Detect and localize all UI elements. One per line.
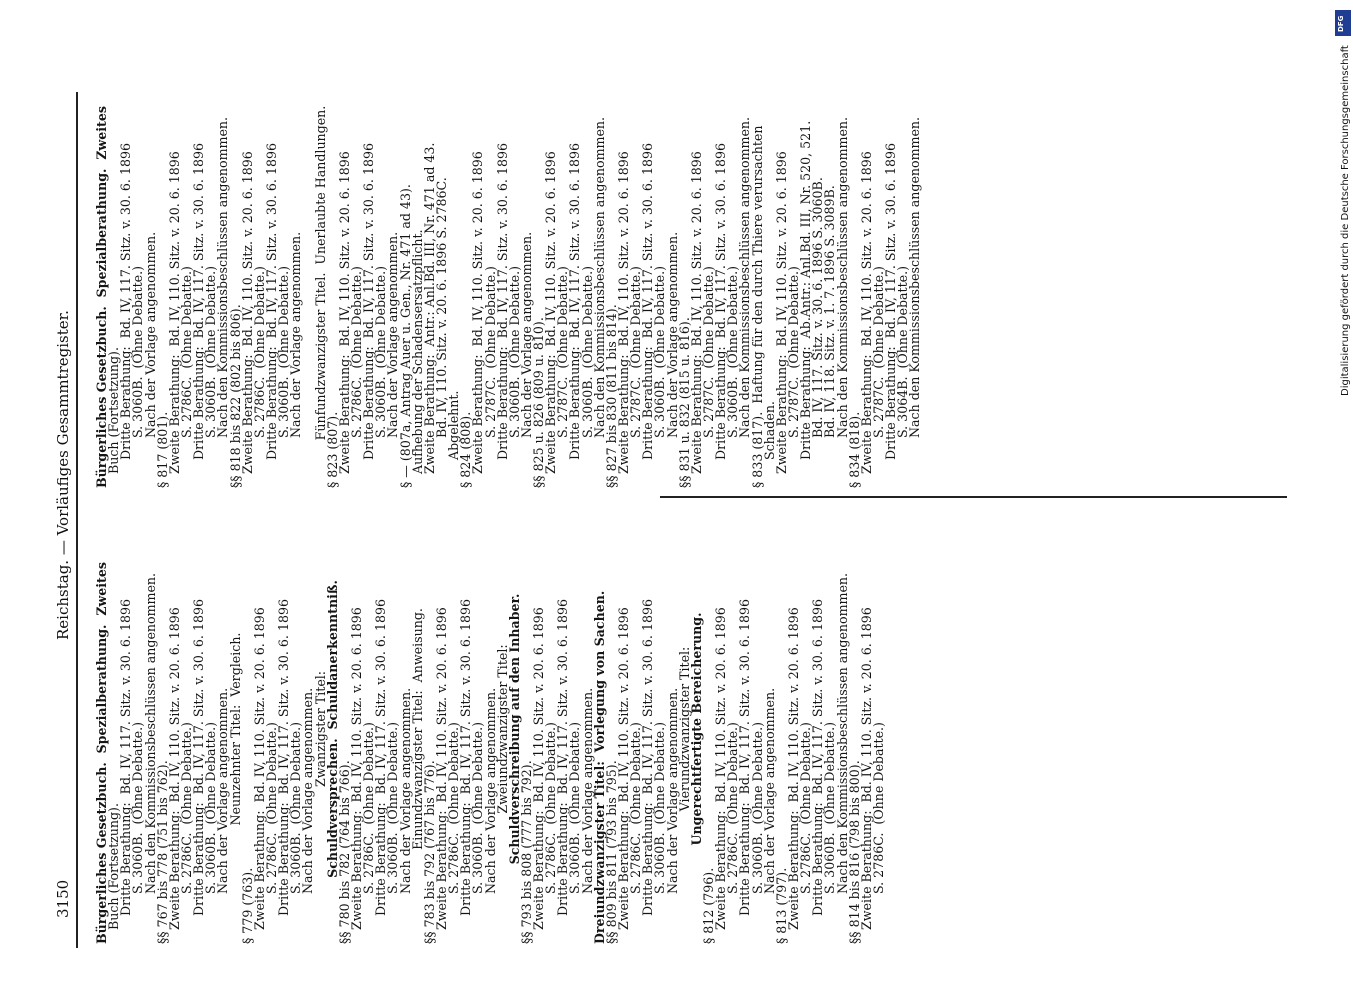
index-line: S. 3060B. (Ohne Debatte.) [749,721,765,894]
index-line: S. 2786C. (Ohne Debatte.) [628,722,644,894]
index-line: Zweite Berathung: Bd. IV, 110. Sitz. v. 20. 6. 1896 [543,151,559,474]
index-line: Dritte Berathung: Bd. IV, 117. Sitz. v. 30. 6. 1896 [555,599,571,916]
index-line: Dritte Berathung: Bd. IV, 117. Sitz. v. 30. 6. 1896 [276,599,292,916]
index-line: Nach der Vorlage angenommen. [664,231,680,438]
index-line: Nach der Vorlage angenommen. [397,687,413,894]
index-line: Einundzwanzigster Titel: Anweisung. [409,608,425,850]
index-line: Zweite Berathung: Bd. IV, 110. Sitz. v. 20. 6. 1896 [616,607,632,930]
index-line: S. 3060B. (Ohne Debatte.) [288,721,304,894]
index-line: Bürgerliches Gesetzbuch. Spezialberathung. Zweites [94,562,109,944]
index-line: Zweite Berathung: Bd. IV, 110. Sitz. v. 20. 6. 1896 [166,607,182,930]
index-line: §§ 825 u. 826 (809 u. 810). [531,317,547,488]
index-line: S. 3060B. (Ohne Debatte.) [373,265,389,438]
index-line: Schuldversprechen. Schuldanerkenntniß. [324,580,340,878]
index-line: §§ 783 bis 792 (767 bis 776). [421,760,437,944]
index-line: S. 3060B. (Ohne Debatte.) [652,721,668,894]
index-line: Nach der Vorlage angenommen. [215,687,231,894]
index-line: Fünfundzwanzigster Titel. Unerlaubte Handlungen. [312,105,328,441]
index-line: S. 3060B. (Ohne Debatte.) [652,265,668,438]
index-line: Zweite Berathung: Bd. IV, 110. Sitz. v. 20. 6. 1896 [713,607,729,930]
index-line: Nach den Kommissionsbeschlüssen angenommen. [215,116,231,438]
index-line: S. 2786C. (Ohne Debatte.) [446,722,462,894]
index-line: S. 3060B. (Ohne Debatte.) [203,721,219,894]
index-line: § 813 (797). [773,867,789,944]
dfg-logo [1335,10,1351,36]
index-line: Dritte Berathung: Bd. IV, 117. Sitz. v. 30. 6. 1896 [373,599,389,916]
index-line: Zweite Berathung: Bd. IV, 110. Sitz. v. 20. 6. 1896 [433,607,449,930]
index-line: Dritte Berathung: Bd. IV, 117. Sitz. v. 30. 6. 1896 [263,143,279,460]
index-line: Aufhebung der Schadensersatzpflicht. [409,229,425,474]
header-rule [76,92,78,948]
index-line: Zweite Berathung: Bd. IV, 110. Sitz. v. 20. 6. 1896 [531,607,547,930]
index-line: S. 3060B. (Ohne Debatte.) [822,721,838,894]
index-line: Dritte Berathung: Bd. IV, 117. Sitz. v. 30. 6. 1896 [713,143,729,460]
index-line: S. 2786C. (Ohne Debatte.) [348,266,364,438]
column-right [96,58,922,488]
index-line: Zweite Berathung: Bd. IV, 110. Sitz. v. 20. 6. 1896 [858,151,874,474]
index-line: §§ 831 u. 832 (815 u. 816). [676,317,692,488]
index-line: Nach den Kommissionsbeschlüssen angenommen. [591,116,607,438]
index-line: S. 3060B. (Ohne Debatte.) [506,265,522,438]
index-line: Bd. IV, 117. Sitz. v. 30. 6. 1896 S. 3060B. [810,177,826,438]
index-line: S. 2786C. (Ohne Debatte.) [178,722,194,894]
index-line: § 812 (796). [701,867,717,944]
index-line: Nach der Vorlage angenommen. [761,687,777,894]
index-line: Zweite Berathung: Bd. IV, 110. Sitz. v. 20. 6. 1896 [786,607,802,930]
index-line: Nach der Vorlage angenommen. [579,687,595,894]
index-line: Nach den Kommissionsbeschlüssen angenommen. [737,116,753,438]
index-line: Nach den Kommissionsbeschlüssen angenommen. [834,572,850,894]
index-line: S. 3064B. (Ohne Debatte.) [895,265,911,438]
index-line: §§ 814 bis 816 (798 bis 800). [846,760,862,944]
index-line: Dreiundzwanzigster Titel: Vorlegung von Sachen. [591,590,607,944]
index-line: §§ 827 bis 830 (811 bis 814). [603,304,619,488]
index-line: S. 3060B. (Ohne Debatte.) [203,265,219,438]
index-line: Dritte Berathung: Bd. IV, 117. Sitz. v. 30. 6. 1896 [458,599,474,916]
index-line: Dritte Berathung: Bd. IV, 117. Sitz. v. 30. 6. 1896 [191,143,207,460]
index-line: S. 2786C. (Ohne Debatte.) [361,722,377,894]
index-line: § 779 (763). [239,867,255,944]
index-line: § — (807a, Antrag Auer u. Gen., Nr. 471 ad 43). [397,184,413,488]
index-line: S. 2786C. (Ohne Debatte.) [725,722,741,894]
index-line: S. 3060B. (Ohne Debatte.) [470,721,486,894]
index-line: S. 2786C. (Ohne Debatte.) [543,722,559,894]
index-line: §§ 767 bis 778 (751 bis 762). [154,760,170,944]
index-line: Buch (Fortsetzung). [106,347,122,474]
index-line: Buch (Fortsetzung). [106,803,122,930]
dfg-logo-text: DFG [1337,15,1345,32]
index-line: Dritte Berathung: Ab.Antr.: Anl.Bd. III, Nr. 520, 521. [798,120,814,460]
index-line: §§ 793 bis 808 (777 bis 792). [518,760,534,944]
index-line: S. 2787C. (Ohne Debatte.) [555,266,571,438]
index-line: § 817 (801). [154,411,170,488]
index-line: S. 3060B. (Ohne Debatte.) [567,721,583,894]
index-line: S. 2787C. (Ohne Debatte.) [786,266,802,438]
index-line: S. 2787C. (Ohne Debatte.) [482,266,498,438]
page-number: 3150 [54,879,72,918]
index-line: Zweite Berathung: Bd. IV, 110. Sitz. v. 20. 6. 1896 [166,151,182,474]
index-line: Bürgerliches Gesetzbuch. Spezialberathung. Zweites [94,106,109,488]
index-line: Nach der Vorlage angenommen. [142,231,158,438]
index-line: Dritte Berathung: Bd. IV, 117. Sitz. v. 30. 6. 1896 [640,599,656,916]
index-line: S. 3060B. (Ohne Debatte.) [385,721,401,894]
index-line: Bd. IV, 118. Sitz. v. 1. 7. 1896 S. 3089B. [822,185,838,438]
index-line: Zweite Berathung: Bd. IV, 110. Sitz. v. 20. 6. 1896 [239,151,255,474]
index-line: S. 2787C. (Ohne Debatte.) [701,266,717,438]
running-title: Reichstag. — Vorläufiges Gesammtregister. [54,310,72,640]
index-line: Neunzehnter Titel: Vergleich. [227,632,243,826]
index-line: Zweite Berathung: Bd. IV, 110. Sitz. v. 20. 6. 1896 [336,151,352,474]
index-line: Zweite Berathung: Bd. IV, 110. Sitz. v. 20. 6. 1896 [688,151,704,474]
index-line: § 833 (817). Haftung für den durch Thiere verursachten [749,125,765,488]
index-line: S. 2786C. (Ohne Debatte.) [798,722,814,894]
index-line: Nach der Vorlage angenommen. [518,231,534,438]
index-line: S. 2787C. (Ohne Debatte.) [628,266,644,438]
index-line: Nach der Vorlage angenommen. [288,231,304,438]
index-line: Nach den Kommissionsbeschlüssen angenommen. [834,116,850,438]
index-line: Dritte Berathung: Bd. IV, 117. Sitz. v. 30. 6. 1896 [118,143,134,460]
index-line: Schuldverschreibung auf den Inhaber. [506,593,522,865]
index-line: §§ 818 bis 822 (802 bis 806). [227,304,243,488]
index-line: Dritte Berathung: Bd. IV, 117. Sitz. v. 30. 6. 1896 [191,599,207,916]
index-line: S. 3060B. (Ohne Debatte.) [276,265,292,438]
index-line: S. 2786C. (Ohne Debatte.) [251,266,267,438]
index-line: §§ 809 bis 811 (793 bis 795). [603,760,619,944]
index-line: Abgelehnt. [446,390,462,460]
index-line: Nach der Vorlage angenommen. [482,687,498,894]
index-line: Zweite Berathung: Bd. IV, 110. Sitz. v. 20. 6. 1896 [251,607,267,930]
index-line: Zweite Berathung: Bd. IV, 110. Sitz. v. 20. 6. 1896 [858,607,874,930]
index-line: S. 2786C. (Ohne Debatte.) [871,722,886,894]
index-line: §§ 780 bis 782 (764 bis 766). [336,760,352,944]
index-line: S. 3060B. (Ohne Debatte.) [725,265,741,438]
index-line: Zweite Berathung: Bd. IV, 110. Sitz. v. 20. 6. 1896 [348,607,364,930]
index-line: Ungerechtfertigte Bereicherung. [688,612,704,846]
index-line: Dritte Berathung: Bd. IV, 117. Sitz. v. 30. 6. 1896 [883,143,899,460]
index-line: Nach der Vorlage angenommen. [385,231,401,438]
index-line: S. 3060B. (Ohne Debatte.) [130,721,146,894]
index-line: Nach der Vorlage angenommen. [300,687,316,894]
index-line: S. 2786C. (Ohne Debatte.) [178,266,194,438]
index-line: Zweite Berathung: Bd. IV, 110. Sitz. v. 20. 6. 1896 [616,151,632,474]
index-line: Dritte Berathung: Bd. IV, 117. Sitz. v. 30. 6. 1896 [494,143,510,460]
index-line: § 834 (818). [846,411,862,488]
index-line: S. 2787C. (Ohne Debatte.) [871,266,886,438]
index-line: Bd. IV, 110. Sitz. v. 20. 6. 1896 S. 2786C. [433,177,449,438]
column-left [96,514,885,944]
index-line: Zweiundzwanzigster Titel: [494,644,510,814]
column-divider [660,496,1287,498]
index-line: Schaden. [761,401,777,460]
index-line: S. 2786C. (Ohne Debatte.) [263,722,279,894]
index-line: Dritte Berathung: Bd. IV, 117. Sitz. v. 30. 6. 1896 [640,143,656,460]
index-line: Dritte Berathung: Bd. IV, 117. Sitz. v. 30. 6. 1896 [810,599,826,916]
index-line: Dritte Berathung: Bd. IV, 117. Sitz. v. 30. 6. 1896 [567,143,583,460]
index-line: Zwanzigster Titel: [312,670,328,788]
index-line: § 823 (807). [324,411,340,488]
index-line: S. 3060B. (Ohne Debatte.) [579,265,595,438]
index-line: § 824 (808). [458,411,474,488]
index-line: Dritte Berathung: Bd. IV, 117. Sitz. v. 30. 6. 1896 [737,599,753,916]
index-line: Zweite Berathung: Bd. IV, 110. Sitz. v. 20. 6. 1896 [470,151,486,474]
index-line: Dritte Berathung: Bd. IV, 117. Sitz. v. 30. 6. 1896 [361,143,377,460]
index-line: Dritte Berathung: Bd. IV, 117. Sitz. v. 30. 6. 1896 [118,599,134,916]
index-line: Nach der Vorlage angenommen. [664,687,680,894]
index-line: Zweite Berathung: Antr.: Anl.Bd. III, Nr. 471 ad 43. [421,142,437,474]
index-line: Nach den Kommissionsbeschlüssen angenommen. [142,572,158,894]
index-line: S. 3060B. (Ohne Debatte.) [130,265,146,438]
digitization-credit: Digitalisierung gefördert durch die Deutsche Forschungsgemeinschaft [1340,45,1351,396]
index-line: Zweite Berathung: Bd. IV, 110. Sitz. v. 20. 6. 1896 [773,151,789,474]
index-line: Vierundzwanzigster Titel: [676,646,692,812]
index-line: Nach den Kommissionsbeschlüssen angenommen. [907,116,923,438]
